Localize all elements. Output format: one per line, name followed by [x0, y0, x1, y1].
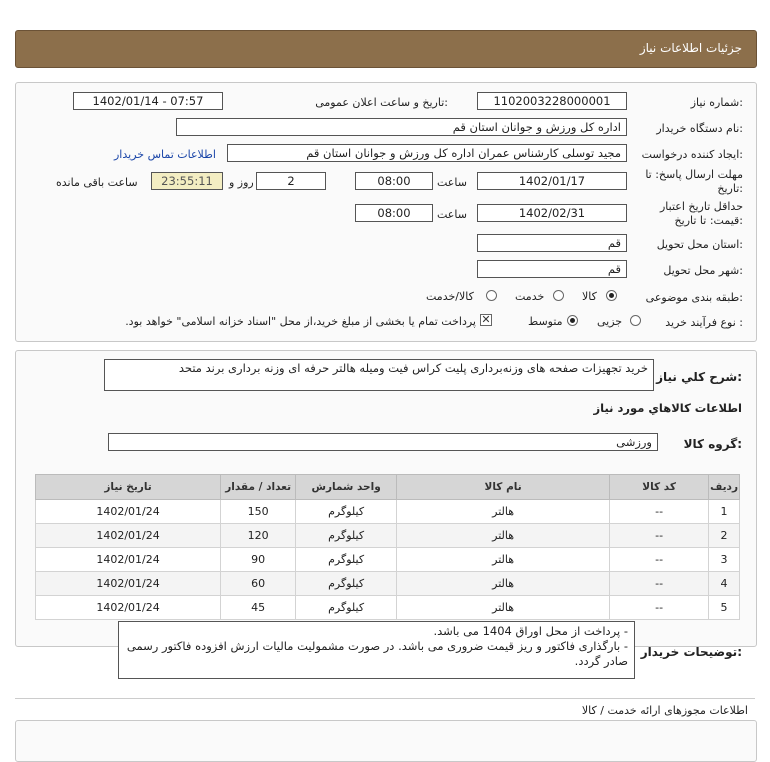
cell-qty: 60: [221, 572, 296, 596]
buyer-contact-link[interactable]: اطلاعات تماس خریدار: [114, 148, 216, 161]
category-option-service: خدمت: [515, 290, 545, 303]
reply-deadline-label-2: تاریخ:: [717, 182, 743, 195]
cell-code: --: [610, 500, 709, 524]
category-label: طبقه بندی موضوعی:: [645, 291, 743, 304]
remaining-time-field: 23:55:11: [151, 172, 223, 190]
cell-unit: کیلوگرم: [296, 524, 397, 548]
category-radio-goods-service[interactable]: [486, 290, 497, 301]
table-row: [36, 548, 740, 572]
process-option-minor: جزیی: [597, 315, 623, 328]
goods-group-field: ورزشی: [108, 433, 658, 451]
col-unit: واحد شمارش: [296, 475, 397, 500]
treasury-payment-note: پرداخت تمام یا بخشی از مبلغ خرید،از محل "اسناد خزانه اسلامی" خواهد بود.: [125, 315, 476, 328]
cell-unit: کیلوگرم: [296, 500, 397, 524]
cell-qty: 45: [221, 596, 296, 620]
cell-idx: 5: [709, 596, 740, 620]
page-header: [15, 30, 757, 68]
summary-label: شرح کلي نياز:: [656, 370, 742, 384]
remaining-label: ساعت باقی مانده: [56, 176, 138, 189]
process-radio-medium[interactable]: [567, 315, 578, 326]
goods-group-label: گروه کالا:: [683, 437, 742, 451]
cell-unit: کیلوگرم: [296, 572, 397, 596]
notes-line-1: - پرداخت از محل اوراق 1404 می باشد.: [433, 624, 628, 638]
cell-date: 1402/01/24: [36, 500, 221, 524]
footer-divider: [15, 698, 755, 699]
cell-date: 1402/01/24: [36, 572, 221, 596]
reply-time-field: 08:00: [355, 172, 433, 190]
goods-table-header: [36, 475, 740, 500]
cell-code: --: [610, 596, 709, 620]
col-date: تاریخ نیاز: [36, 475, 221, 500]
table-row: [36, 596, 740, 620]
cell-unit: کیلوگرم: [296, 596, 397, 620]
summary-field: خرید تجهیزات صفحه های وزنه‌برداری پلیت کراس فیت ومیله هالتر حرفه ای وزنه برداری برند متحد: [104, 359, 654, 391]
cell-date: 1402/01/24: [36, 596, 221, 620]
goods-section-title: اطلاعات کالاهاي مورد نياز: [593, 401, 742, 415]
category-option-goods: کالا: [582, 290, 597, 303]
announce-field: 1402/01/14 - 07:57: [73, 92, 223, 110]
table-row: [36, 572, 740, 596]
cell-qty: 150: [221, 500, 296, 524]
cell-code: --: [610, 572, 709, 596]
notes-line-2: - بارگذاری فاکتور و ریز قیمت ضروری می باشد. در صورت مشمولیت مالیات ارزش افزوده فاکتور رسمی: [126, 639, 628, 653]
province-field: قم: [477, 234, 627, 252]
announce-label: تاریخ و ساعت اعلان عمومی:: [315, 96, 448, 109]
cell-idx: 3: [709, 548, 740, 572]
city-field: قم: [477, 260, 627, 278]
process-option-medium: متوسط: [528, 315, 563, 328]
cell-idx: 4: [709, 572, 740, 596]
days-label: روز و: [229, 176, 254, 189]
table-row: [36, 524, 740, 548]
need-number-field: 1102003228000001: [477, 92, 627, 110]
category-option-goods-service: کالا/خدمت: [426, 290, 474, 303]
reply-deadline-label: مهلت ارسال پاسخ: تا: [645, 168, 743, 181]
col-idx: ردیف: [709, 475, 740, 500]
buyer-org-field: اداره کل ورزش و جوانان استان قم: [176, 118, 627, 136]
buyer-org-label: نام دستگاه خریدار:: [656, 122, 743, 135]
goods-table: [35, 474, 740, 620]
process-label: نوع فرآیند خرید :: [665, 316, 743, 329]
cell-name: هالتر: [397, 500, 610, 524]
cell-name: هالتر: [397, 548, 610, 572]
cell-idx: 2: [709, 524, 740, 548]
cell-idx: 1: [709, 500, 740, 524]
footer-panel: [15, 720, 757, 762]
reply-date-field: 1402/01/17: [477, 172, 627, 190]
validity-time-field: 08:00: [355, 204, 433, 222]
cell-code: --: [610, 548, 709, 572]
cell-date: 1402/01/24: [36, 524, 221, 548]
city-label: شهر محل تحویل:: [663, 264, 743, 277]
validity-label: حداقل تاریخ اعتبار: [659, 200, 743, 213]
cell-name: هالتر: [397, 572, 610, 596]
notes-label: توضیحات خریدار:: [640, 645, 742, 659]
validity-date-field: 1402/02/31: [477, 204, 627, 222]
category-radio-goods[interactable]: [606, 290, 617, 301]
table-row: [36, 500, 740, 524]
notes-box: [118, 621, 635, 679]
reply-time-label: ساعت: [437, 176, 467, 189]
cell-date: 1402/01/24: [36, 548, 221, 572]
treasury-payment-checkbox[interactable]: ✕: [481, 313, 491, 326]
validity-label-2: قیمت: تا تاریخ:: [674, 214, 743, 227]
need-number-label: شماره نیاز:: [690, 96, 743, 109]
cell-qty: 90: [221, 548, 296, 572]
goods-table-wrap: [35, 474, 740, 620]
notes-line-3: صادر گردد.: [574, 654, 628, 668]
cell-name: هالتر: [397, 596, 610, 620]
process-radio-minor[interactable]: [630, 315, 641, 326]
requester-field: مجید توسلی کارشناس عمران اداره کل ورزش و جوانان استان قم: [227, 144, 627, 162]
col-code: کد کالا: [610, 475, 709, 500]
province-label: استان محل تحویل:: [656, 238, 743, 251]
cell-unit: کیلوگرم: [296, 548, 397, 572]
cell-qty: 120: [221, 524, 296, 548]
cell-name: هالتر: [397, 524, 610, 548]
footer-title: اطلاعات مجوزهای ارائه خدمت / کالا: [581, 704, 748, 717]
page-title: جزئیات اطلاعات نیاز: [639, 41, 742, 55]
category-radio-service[interactable]: [553, 290, 564, 301]
requester-label: ایجاد کننده درخواست:: [641, 148, 743, 161]
cell-code: --: [610, 524, 709, 548]
validity-time-label: ساعت: [437, 208, 467, 221]
col-name: نام کالا: [397, 475, 610, 500]
col-qty: تعداد / مقدار: [221, 475, 296, 500]
days-field: 2: [256, 172, 326, 190]
